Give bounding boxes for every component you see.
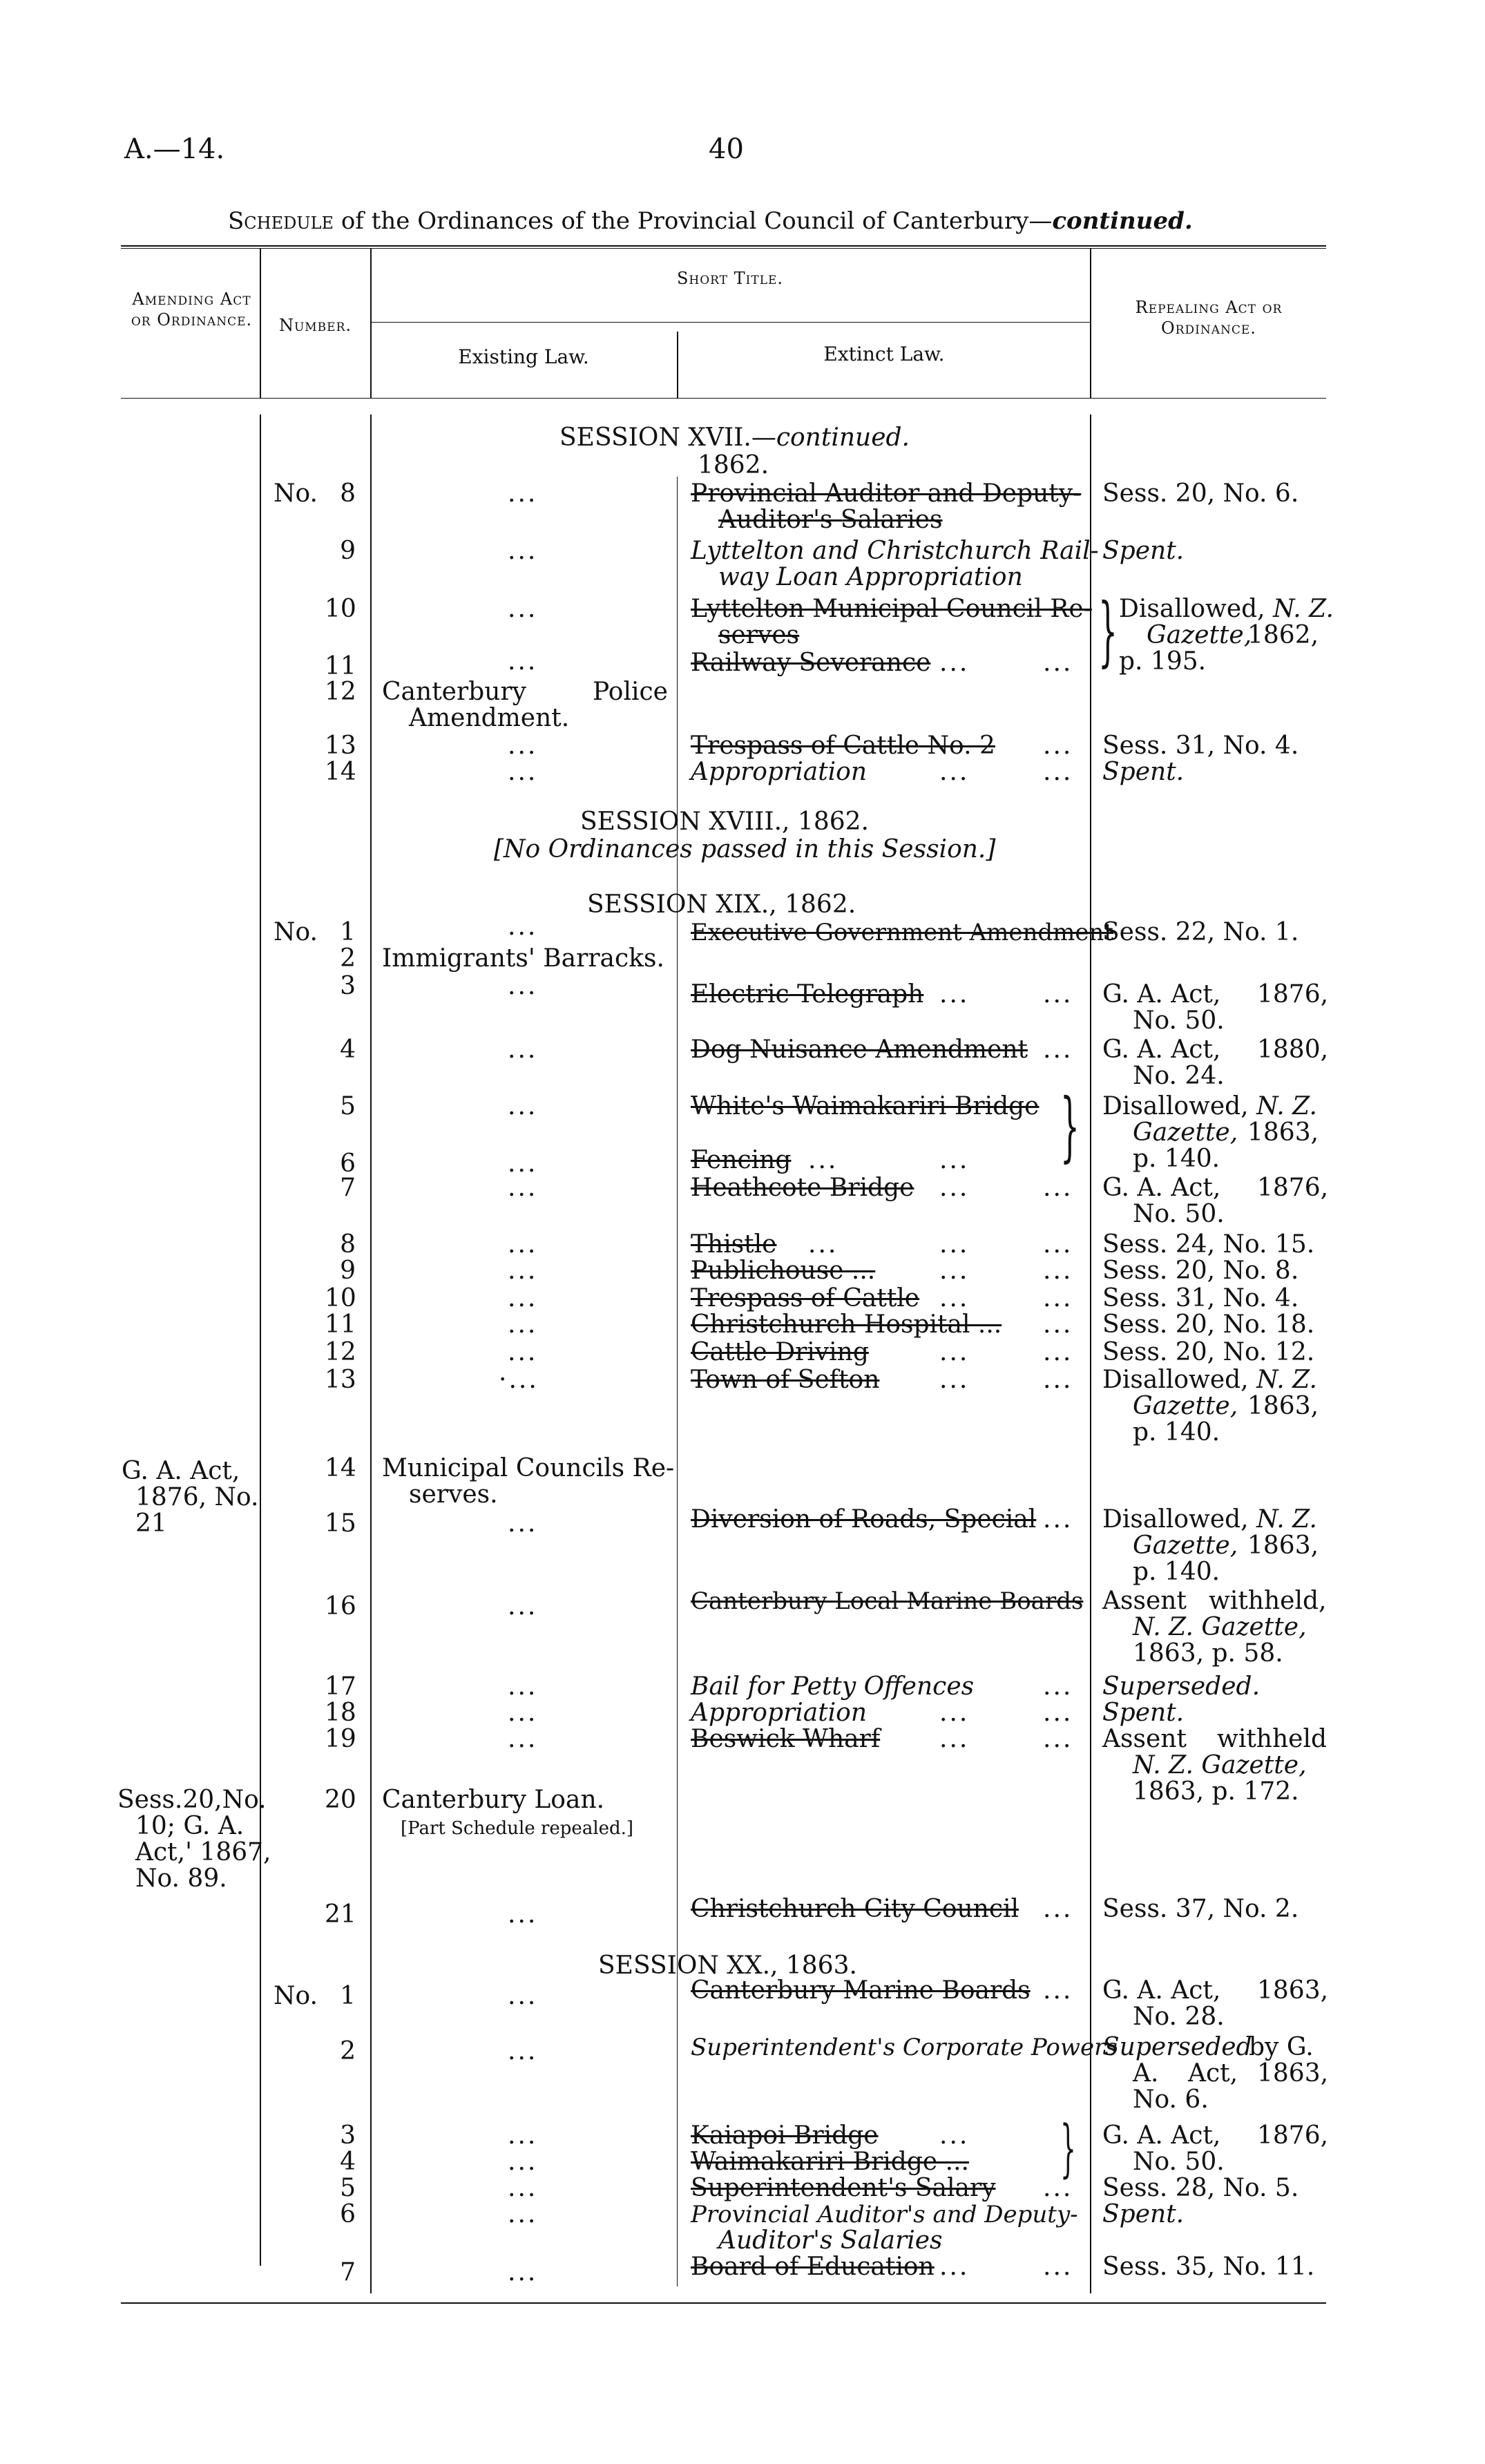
dots: ... [1043, 649, 1073, 677]
dots: ... [508, 1230, 538, 1259]
extinct-title: Trespass of Cattle [691, 1284, 920, 1312]
repeal-gazette: Gazette, [1133, 1392, 1238, 1420]
repeal-year: 1876, [1257, 2121, 1329, 2150]
repeal-withheld: withheld [1217, 1725, 1328, 1753]
dots: ... [1043, 1699, 1073, 1727]
row-number: 8 [340, 1230, 356, 1259]
row-number: 20 [325, 1786, 356, 1814]
extinct-title: White's Waimakariri Bridge [691, 1092, 1040, 1120]
repeal-number: No. 50. [1133, 2148, 1225, 2176]
extinct-title: Beswick Wharf [691, 1725, 881, 1753]
no-label: No. [274, 479, 318, 508]
existing-title-cont: serves. [409, 1480, 498, 1509]
dots: ... [508, 1672, 538, 1701]
session-17-label: SESSION XVII.— [559, 423, 776, 452]
row-number: 14 [325, 1454, 356, 1482]
header-repealing: Repealing Act or Ordinance. [1135, 298, 1283, 338]
amending-ref-cont: 10; G. A. [135, 1812, 245, 1840]
dots: ... [939, 1366, 970, 1394]
short-title-rule [370, 322, 1091, 323]
row-number: 4 [340, 1035, 356, 1064]
repeal-ref: G. A. Act, [1102, 1976, 1221, 2005]
repeal-year: 1863, [1247, 1392, 1319, 1420]
dots: ·... [499, 1366, 539, 1394]
dots: ... [939, 1257, 970, 1285]
dots: ... [508, 1900, 538, 1929]
amending-ref: Sess.20,No. [117, 1786, 267, 1814]
repeal-number: No. 24. [1133, 1062, 1225, 1090]
repeal-ref: Sess. 37, No. 2. [1102, 1895, 1299, 1923]
row-number: 8 [340, 479, 356, 508]
dots: ... [1043, 1284, 1073, 1312]
row-number: 3 [340, 2121, 356, 2150]
repeal-number: No. 6. [1133, 2085, 1209, 2114]
row-number: 1 [340, 1982, 356, 2010]
repeal-text: Disallowed, [1102, 1366, 1257, 1394]
dots: ... [508, 1257, 538, 1285]
col-rule-extinct [1090, 414, 1091, 2293]
dots: ... [1043, 1230, 1073, 1259]
repeal-ref [1102, 1506, 1317, 1534]
extinct-title: Lyttelton Municipal Council Re- [691, 595, 1092, 623]
row-number: 6 [340, 2200, 356, 2228]
row-number: 10 [325, 595, 356, 623]
repeal-text: Disallowed, [1102, 1092, 1257, 1120]
row-number: 19 [325, 1725, 356, 1753]
repeal-text: Disallowed, [1119, 595, 1274, 623]
row-number: 12 [325, 1338, 356, 1366]
dots: ... [508, 1338, 538, 1366]
dots: ... [939, 1699, 970, 1727]
dots: ... [508, 537, 538, 565]
dots: ... [1043, 2174, 1073, 2202]
row-number: 18 [325, 1699, 356, 1727]
dots: ... [808, 1230, 839, 1259]
dots: ... [508, 2200, 538, 2228]
repeal-ref: Sess. 31, No. 4. [1102, 1284, 1299, 1312]
session-18-heading: SESSION XVIII., 1862. [580, 808, 869, 836]
repeal-page: p. 195. [1119, 647, 1207, 676]
dots: ... [939, 1338, 970, 1366]
dots: ... [508, 1592, 538, 1621]
existing-title: Immigrants' Barracks. [382, 944, 664, 973]
dots: ... [508, 479, 538, 508]
dots: ... [939, 2121, 970, 2150]
repeal-ref: Sess. 22, No. 1. [1102, 918, 1299, 946]
repeal-ref: Sess. 20, No. 6. [1102, 479, 1299, 508]
dots: ... [1043, 1895, 1073, 1923]
dots: ... [1043, 1174, 1073, 1202]
dots: ... [1043, 1976, 1073, 2005]
dots: ... [508, 1982, 538, 2010]
extinct-title: Board of Education [691, 2253, 935, 2281]
dots: ... [939, 1725, 970, 1753]
extinct-title-cont: serves [718, 621, 800, 649]
header-short-title: Short Title. [676, 269, 784, 288]
row-number: 3 [340, 972, 356, 1000]
no-label: No. [274, 1982, 318, 2010]
extinct-title: Town of Sefton [691, 1366, 880, 1394]
extinct-title: Bail for Petty Offences [691, 1672, 975, 1701]
dots: ... [1043, 732, 1073, 760]
dots: ... [508, 1699, 538, 1727]
col-rule-existing [677, 477, 678, 2286]
title-continued: continued. [1052, 207, 1193, 235]
repeal-ref: Spent. [1102, 1699, 1185, 1727]
repeal-ref: Superseded. [1102, 1672, 1261, 1701]
session-17-continued: continued. [776, 423, 910, 452]
repeal-ref: Assent [1102, 1725, 1187, 1753]
repeal-text: Disallowed, [1102, 1505, 1257, 1534]
dots: ... [1043, 1338, 1073, 1366]
extinct-title: Publichouse ... [691, 1257, 876, 1285]
dots: ... [508, 1310, 538, 1339]
dots: ... [939, 1146, 970, 1174]
dots: ... [1043, 1366, 1073, 1394]
repeal-ref: G. A. Act, [1102, 2121, 1221, 2150]
dots: ... [508, 2121, 538, 2150]
dots: ... [508, 1035, 538, 1064]
repeal-gazette: N. Z. [1256, 1092, 1317, 1120]
repeal-ref [1102, 1093, 1317, 1120]
row-number: 21 [325, 1900, 356, 1929]
dots: ... [508, 2174, 538, 2202]
row-number: 5 [340, 2174, 356, 2202]
extinct-title: Lyttelton and Christchurch Rail- [691, 537, 1099, 565]
dots: ... [939, 1284, 970, 1312]
repeal-year: 1876, [1257, 1174, 1329, 1202]
header-existing: Existing Law. [458, 345, 589, 368]
repeal-ref: Spent. [1102, 537, 1185, 565]
extinct-title: Fencing [691, 1146, 792, 1174]
repeal-ref: G. A. Act, [1102, 1174, 1221, 1202]
repeal-number: No. 50. [1133, 1200, 1225, 1228]
session-17-heading [559, 424, 910, 452]
title-main: of the Ordinances of the Provincial Council of Canterbury— [334, 207, 1053, 235]
repeal-year: 1862, [1247, 621, 1319, 649]
extinct-title: Kaiapoi Bridge [691, 2121, 879, 2150]
repeal-ref: Sess. 20, No. 12. [1102, 1338, 1315, 1366]
extinct-title: Diversion of Roads, Special [691, 1505, 1037, 1534]
extinct-title: Cattle Driving [691, 1338, 869, 1366]
existing-title: Canterbury [382, 678, 526, 706]
repeal-ref [1119, 595, 1334, 623]
repeal-ref: Superseded [1102, 2033, 1252, 2061]
row-number: 1 [340, 918, 356, 946]
dots: ... [1043, 2253, 1073, 2281]
repeal-ref-by: by G. [1249, 2033, 1314, 2061]
repeal-year: 1863, [1257, 1976, 1329, 2005]
dots: ... [1043, 758, 1073, 786]
repeal-withheld: withheld, [1209, 1587, 1327, 1615]
repeal-number: No. 28. [1133, 2003, 1225, 2031]
page-title [228, 207, 1193, 235]
repeal-gazette: N. Z. Gazette, [1133, 1613, 1307, 1641]
repeal-page: p. 140. [1133, 1418, 1220, 1446]
repeal-year: 1863, [1247, 1531, 1319, 1560]
dots: ... [508, 1149, 538, 1178]
dots: ... [808, 1146, 839, 1174]
session-19-heading: SESSION XIX., 1862. [587, 890, 856, 919]
repeal-ref: G. A. Act, [1102, 1035, 1221, 1064]
amending-ref: G. A. Act, [122, 1457, 240, 1485]
repeal-gazette: Gazette, [1133, 1531, 1238, 1560]
existing-title: Municipal Councils Re- [382, 1454, 675, 1482]
repeal-gazette: N. Z. [1256, 1366, 1317, 1394]
row-number: 14 [325, 758, 356, 786]
dots: ... [1043, 1310, 1073, 1339]
repeal-ref: Sess. 28, No. 5. [1102, 2174, 1299, 2202]
dots: ... [939, 980, 970, 1009]
dots: ... [508, 1509, 538, 1538]
extinct-title-cont: Auditor's Salaries [718, 2226, 943, 2255]
extinct-title-cont: Auditor's Salaries [718, 506, 943, 534]
repeal-number: No. 50. [1133, 1006, 1225, 1035]
dots: ... [508, 1174, 538, 1202]
extinct-title: Heathcote Bridge [691, 1174, 914, 1202]
row-number: 9 [340, 537, 356, 565]
dots: ... [508, 2148, 538, 2176]
extinct-title: Christchurch City Council [691, 1895, 1019, 1923]
existing-title-cont: Amendment. [409, 704, 570, 732]
repeal-gazette: N. Z. [1273, 595, 1334, 623]
session-17-year: 1862. [698, 451, 769, 479]
repeal-ref: G. A. Act, [1102, 980, 1221, 1009]
extinct-title: Executive Government Amendment [691, 919, 1114, 946]
existing-note: [Part Schedule repealed.] [401, 1818, 634, 1839]
dots: ... [939, 758, 970, 786]
repeal-ref: Sess. 35, No. 11. [1102, 2253, 1315, 2281]
dots: ... [1043, 1725, 1073, 1753]
extinct-title: Railway Severance [691, 649, 931, 677]
dots: ... [508, 1725, 538, 1753]
repeal-gazette: Gazette, [1147, 621, 1252, 649]
dots: ... [939, 1174, 970, 1202]
existing-title-word: Police [593, 678, 668, 706]
right-brace: } [1098, 586, 1118, 675]
repeal-ref: Sess. 24, No. 15. [1102, 1230, 1315, 1259]
row-number: 5 [340, 1092, 356, 1120]
dots: ... [508, 647, 538, 676]
row-number: 2 [340, 2037, 356, 2065]
page-number: 40 [709, 133, 744, 165]
repeal-ref: Sess. 31, No. 4. [1102, 732, 1299, 760]
existing-title: Canterbury Loan. [382, 1786, 605, 1814]
repeal-ref: Spent. [1102, 2200, 1185, 2228]
repeal-gazette: Gazette, [1133, 1118, 1238, 1147]
repeal-year: 1863, [1257, 2059, 1329, 2088]
row-number: 11 [325, 652, 356, 680]
amending-ref-cont: 1876, No. [135, 1483, 259, 1511]
row-number: 9 [340, 1257, 356, 1285]
table-top-rule-2 [121, 248, 1326, 249]
header-bottom-rule [121, 398, 1326, 399]
right-brace: } [1060, 1082, 1080, 1170]
title-schedule: Schedule [228, 207, 334, 235]
row-number: 13 [325, 1366, 356, 1394]
dots: ... [1043, 1672, 1073, 1701]
extinct-title: Provincial Auditor's and Deputy- [691, 2201, 1078, 2228]
extinct-title: Appropriation [691, 758, 868, 786]
extinct-title: Superintendent's Salary [691, 2174, 996, 2202]
repeal-gazette: N. Z. [1256, 1505, 1317, 1534]
extinct-title: Provincial Auditor and Deputy- [691, 479, 1082, 508]
extinct-title-cont: way Loan Appropriation [718, 563, 1023, 591]
repeal-year: 1880, [1257, 1035, 1329, 1064]
dots: ... [508, 732, 538, 760]
dots: ... [508, 2037, 538, 2065]
dots: ... [508, 913, 538, 941]
dots: ... [508, 1284, 538, 1312]
extinct-title: Waimakariri Bridge ... [691, 2148, 969, 2176]
dots: ... [939, 2253, 970, 2281]
repeal-page: p. 140. [1133, 1145, 1220, 1173]
dots: ... [1043, 980, 1073, 1009]
row-number: 6 [340, 1149, 356, 1178]
row-number: 7 [340, 2258, 356, 2286]
repeal-gazette: N. Z. Gazette, [1133, 1751, 1307, 1779]
extinct-title: Electric Telegraph [691, 980, 924, 1009]
dots: ... [508, 2258, 538, 2286]
extinct-title: Superintendent's Corporate Powers [691, 2034, 1118, 2061]
repeal-ref: Sess. 20, No. 8. [1102, 1257, 1299, 1285]
amending-ref-cont: 21 [135, 1509, 167, 1538]
extinct-title: Dog Nuisance Amendment [691, 1035, 1028, 1064]
dots: ... [1043, 1505, 1073, 1534]
extinct-title: Canterbury Local Marine Boards [691, 1587, 1084, 1615]
dots: ... [1043, 1035, 1073, 1064]
extinct-title: Christchurch Hospital ... [691, 1310, 1002, 1339]
row-number: 15 [325, 1509, 356, 1538]
row-number: 12 [325, 678, 356, 706]
no-label: No. [274, 918, 318, 946]
dots: ... [1043, 1257, 1073, 1285]
dots: ... [508, 758, 538, 786]
row-number: 13 [325, 732, 356, 760]
dots: ... [508, 595, 538, 623]
repeal-ref: Sess. 20, No. 18. [1102, 1310, 1315, 1339]
header-extinct: Extinct Law. [823, 343, 945, 365]
dots: ... [508, 972, 538, 1000]
repeal-ref: Assent [1102, 1587, 1187, 1615]
repeal-ref [1102, 1366, 1317, 1394]
amending-ref-cont: Act,' 1867, [135, 1838, 271, 1866]
repeal-ref-cont: A. [1133, 2059, 1159, 2088]
row-number: 11 [325, 1310, 356, 1339]
repeal-year: 1876, [1257, 980, 1329, 1009]
extinct-title: Canterbury Marine Boards [691, 1976, 1031, 2005]
header-number: Number. [278, 316, 352, 335]
table-top-rule [121, 245, 1326, 247]
extinct-title: Trespass of Cattle No. 2 [691, 732, 995, 760]
repeal-ref: Spent. [1102, 758, 1185, 786]
row-number: 16 [325, 1592, 356, 1621]
repeal-page: p. 140. [1133, 1558, 1220, 1586]
row-number: 4 [340, 2148, 356, 2176]
page-reference: A.—14. [124, 133, 225, 165]
dots: ... [939, 1230, 970, 1259]
right-brace: } [1060, 2112, 1076, 2185]
session-18-note: [No Ordinances passed in this Session.] [494, 835, 996, 863]
session-20-heading: SESSION XX., 1863. [598, 1951, 857, 1980]
amending-ref-cont: No. 89. [135, 1864, 227, 1893]
row-number: 2 [340, 944, 356, 973]
extinct-title: Appropriation [691, 1699, 868, 1727]
dots: ... [939, 649, 970, 677]
table-bottom-rule [121, 2302, 1326, 2304]
repeal-ref-act: Act, [1188, 2059, 1238, 2088]
repeal-page: 1863, p. 172. [1133, 1777, 1299, 1806]
repeal-page: 1863, p. 58. [1133, 1639, 1283, 1668]
row-number: 17 [325, 1672, 356, 1701]
col-rule-number [370, 414, 372, 2293]
dots: ... [508, 1092, 538, 1120]
row-number: 10 [325, 1284, 356, 1312]
repeal-year: 1863, [1247, 1118, 1319, 1147]
col-rule-amend [260, 414, 261, 2266]
extinct-title: Thistle [691, 1230, 777, 1259]
row-number: 7 [340, 1174, 356, 1202]
header-amending: Amending Act or Ordinance. [131, 289, 253, 330]
